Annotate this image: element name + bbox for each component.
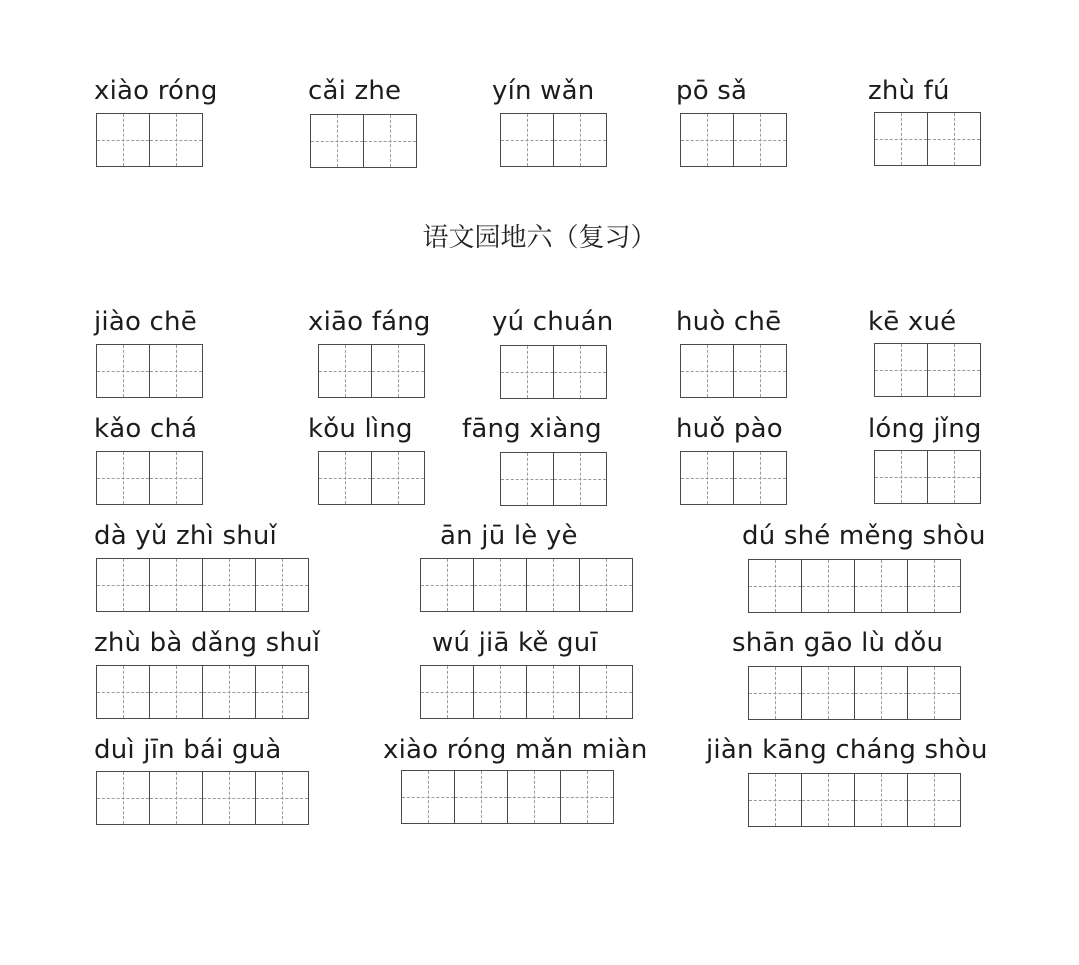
char-cell xyxy=(473,665,527,719)
pinyin-label: dà yǔ zhì shuǐ xyxy=(94,521,277,551)
char-cell xyxy=(255,665,309,719)
char-cell xyxy=(202,665,256,719)
char-boxes xyxy=(680,451,786,505)
char-cell xyxy=(371,451,425,505)
char-cell xyxy=(874,450,928,504)
char-cell xyxy=(401,770,455,824)
char-boxes xyxy=(680,344,786,398)
char-cell xyxy=(318,344,372,398)
char-cell xyxy=(500,113,554,167)
pinyin-label: zhù bà dǎng shuǐ xyxy=(94,628,321,658)
char-cell xyxy=(927,450,981,504)
char-cell xyxy=(907,666,961,720)
char-boxes xyxy=(96,665,308,719)
char-boxes xyxy=(748,773,960,827)
char-cell xyxy=(310,114,364,168)
char-cell xyxy=(748,666,802,720)
char-cell xyxy=(473,558,527,612)
char-cell xyxy=(854,559,908,613)
char-cell xyxy=(560,770,614,824)
char-boxes xyxy=(500,452,606,506)
pinyin-label: dú shé měng shòu xyxy=(742,521,986,551)
char-cell xyxy=(96,558,150,612)
char-cell xyxy=(202,558,256,612)
char-boxes xyxy=(748,666,960,720)
char-cell xyxy=(149,451,203,505)
char-cell xyxy=(96,113,150,167)
char-cell xyxy=(500,345,554,399)
pinyin-label: xiào róng mǎn miàn xyxy=(383,735,648,765)
char-cell xyxy=(500,452,554,506)
char-boxes xyxy=(420,558,632,612)
char-cell xyxy=(553,452,607,506)
char-cell xyxy=(854,666,908,720)
char-cell xyxy=(733,344,787,398)
char-cell xyxy=(874,343,928,397)
pinyin-label: huò chē xyxy=(676,307,782,337)
pinyin-label: shān gāo lù dǒu xyxy=(732,628,944,658)
char-boxes xyxy=(874,112,980,166)
char-cell xyxy=(801,559,855,613)
pinyin-label: jiào chē xyxy=(94,307,197,337)
pinyin-label: duì jīn bái guà xyxy=(94,735,282,765)
char-cell xyxy=(371,344,425,398)
char-cell xyxy=(748,559,802,613)
char-boxes xyxy=(96,113,202,167)
char-cell xyxy=(255,771,309,825)
char-cell xyxy=(907,773,961,827)
pinyin-label: wú jiā kě guī xyxy=(432,628,598,658)
pinyin-label: lóng jǐng xyxy=(868,414,982,444)
pinyin-label: kē xué xyxy=(868,307,957,337)
pinyin-label: kǒu lìng xyxy=(308,414,413,444)
char-cell xyxy=(907,559,961,613)
char-boxes xyxy=(401,770,613,824)
char-cell xyxy=(149,558,203,612)
char-boxes xyxy=(680,113,786,167)
char-cell xyxy=(96,451,150,505)
char-cell xyxy=(526,558,580,612)
pinyin-label: zhù fú xyxy=(868,76,950,106)
char-boxes xyxy=(318,344,424,398)
section-title: 语文园地六（复习） xyxy=(422,223,657,253)
char-boxes xyxy=(748,559,960,613)
char-cell xyxy=(553,113,607,167)
char-cell xyxy=(202,771,256,825)
char-boxes xyxy=(420,665,632,719)
pinyin-label: pō sǎ xyxy=(676,76,748,106)
pinyin-label: huǒ pào xyxy=(676,414,783,444)
char-boxes xyxy=(874,343,980,397)
pinyin-label: ān jū lè yè xyxy=(440,521,578,551)
char-cell xyxy=(801,666,855,720)
char-cell xyxy=(96,771,150,825)
char-cell xyxy=(733,451,787,505)
char-cell xyxy=(553,345,607,399)
char-cell xyxy=(420,665,474,719)
pinyin-label: yú chuán xyxy=(492,307,614,337)
char-boxes xyxy=(310,114,416,168)
char-cell xyxy=(149,344,203,398)
char-boxes xyxy=(500,113,606,167)
char-boxes xyxy=(96,771,308,825)
char-cell xyxy=(927,343,981,397)
char-cell xyxy=(801,773,855,827)
char-cell xyxy=(579,558,633,612)
pinyin-label: kǎo chá xyxy=(94,414,198,444)
char-cell xyxy=(526,665,580,719)
pinyin-label: yín wǎn xyxy=(492,76,595,106)
char-cell xyxy=(420,558,474,612)
char-cell xyxy=(748,773,802,827)
char-cell xyxy=(927,112,981,166)
char-boxes xyxy=(318,451,424,505)
char-boxes xyxy=(96,344,202,398)
char-cell xyxy=(149,665,203,719)
char-boxes xyxy=(874,450,980,504)
char-cell xyxy=(363,114,417,168)
pinyin-label: fāng xiàng xyxy=(462,414,602,444)
char-cell xyxy=(96,344,150,398)
char-cell xyxy=(733,113,787,167)
char-cell xyxy=(854,773,908,827)
char-cell xyxy=(507,770,561,824)
char-cell xyxy=(874,112,928,166)
char-cell xyxy=(680,344,734,398)
char-boxes xyxy=(500,345,606,399)
char-cell xyxy=(149,113,203,167)
pinyin-label: xiào róng xyxy=(94,76,218,106)
char-cell xyxy=(454,770,508,824)
pinyin-label: cǎi zhe xyxy=(308,76,402,106)
pinyin-label: xiāo fáng xyxy=(308,307,431,337)
pinyin-label: jiàn kāng cháng shòu xyxy=(706,735,988,765)
char-cell xyxy=(255,558,309,612)
char-boxes xyxy=(96,451,202,505)
char-boxes xyxy=(96,558,308,612)
char-cell xyxy=(149,771,203,825)
char-cell xyxy=(579,665,633,719)
char-cell xyxy=(680,113,734,167)
char-cell xyxy=(680,451,734,505)
char-cell xyxy=(318,451,372,505)
char-cell xyxy=(96,665,150,719)
